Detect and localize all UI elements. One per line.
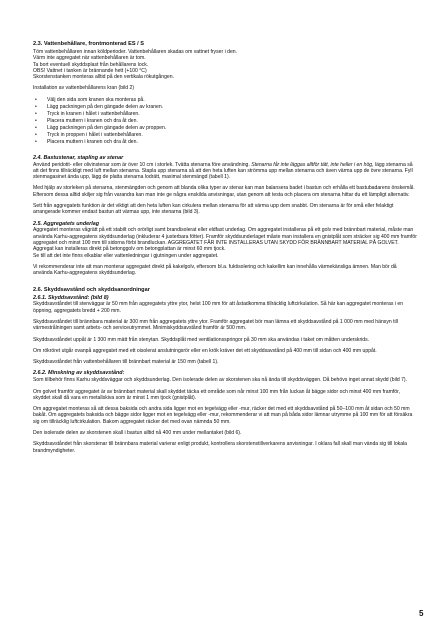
text-run: lägg stenarna så att det finns tillräckligt med luft mellan stenarna. Stapla upp stenarna så att den heta luften kan strömma upp mellan stenarna och även värma upp de övre stenarna. Fyll stenmagasinet ända upp, lägg de platta stenarna lodrätt, maximal stenmängd (tabell 1).	[33, 161, 413, 181]
paragraph: Om aggregatet monteras så att dessa baksida och andra sida ligger mot en tegelvägg eller -mur, räcker det med ett skyddsavstånd på 50–100 mm åt sidan och 50 mm bakåt. Om aggregatets baksida och bägge sidor ligger mot en tegelvägg eller -mur, rekommenderar vi att man på båda sidor lämnar utrymme på 100 mm för att försäkra sig om tillräcklig luftcirkulation. Bakom aggregatet räcker det med ovan nämnda 50 mm.	[33, 406, 413, 425]
paragraph: Som tillbehör finns Karhu skyddsväggar och skyddsunderlag. Den isolerade delen av skorstenen ska nå ända till skyddsväggen. Då behövs inget annat skydd (bild 7).	[33, 377, 408, 384]
paragraph: Aggregatet monteras vågrätt på ett stabilt och orörligt samt brandisolerat eller eldfast underlag. Om aggregatet installeras på ett golv med brännbart material, måste man använda Karhu-aggregatens skyddsunderlag (inkluderar 4 justerbara fötter). Framför skyddsunderlaget måste man installera en gnistplåt som sträcker sig 400 mm framför aggregatet och minst 100 mm till sidorna förbi brandluckan. AGGREGATET FÅR INTE INSTALLERAS UTAN SKYDD FÖR BRÄNNBART MATERIAL PÅ GOLVET.	[33, 227, 417, 247]
section-heading-2-5: 2.5. Aggregatets underlag	[33, 220, 100, 227]
paragraph: Se till att det inte finns elkablar eller vattenledningar i gjutningen under aggregatet.	[33, 252, 219, 259]
subsection-heading-2-6-2: 2.6.2. Minskning av skyddsavstånd:	[33, 370, 125, 377]
list-item: • Välj den sida som kranen ska monteras på.	[47, 97, 417, 104]
text-line: Ta bort eventuell skyddsplast från behållarens lock.	[33, 61, 149, 68]
paragraph: Vi rekommenderar inte att man monterar aggregatet direkt på kakelgolv, eftersom bl.a. fuktisolering och kakellim kan innehålla värmekänsliga ämnen. Man bör då använda Karhu-aggregatens skyddsunderlag.	[33, 263, 397, 277]
list-item: • Lägg packningen på den gängade delen av kranen.	[47, 104, 417, 111]
text-line: Skorstenstanken monteras alltid på den vertikala rökutgången.	[33, 74, 175, 81]
paragraph: Sett från aggregatets funktion är det viktigt att den heta luften kan cirkulera mellan stenarna för att värma upp dem snabbt. Om stenarna är för små eller felaktigt arrangerade kommer endast bastun att värmas upp, inte stenarna (bild 3).	[33, 203, 394, 216]
paragraph: Skyddsavståndet från skorstenar till brännbara material varierar enligt produkt, kontrollera skorstenstillverkarens anvisningar. I oklara fall skall man vända sig till lokala brandmyndigheter.	[33, 441, 407, 454]
paragraph: Om rökröret utgår ovanpå aggregatet med ett oisolerat anslutningsrör eller en krök kräver det ett skyddsavstånd på 400 mm till sidan och 400 mm uppåt.	[33, 347, 377, 354]
text-line: Töm vattenbehållaren innan köldperioder. Vattenbehållaren skadas om vattnet fryser i den.	[33, 49, 238, 55]
text-line: OBS! Vattnet i tanken är brännande hett (+100 °C)	[33, 67, 147, 74]
paragraph: Skyddsavståndet till stenväggar är 50 mm från aggregatets yttre ytor, helst 100 mm för att åstadkomma tillräcklig luftcirkulation. Så här kan aggregatet monteras i en öppning, aggregatets bredd + 200 mm.	[33, 301, 404, 314]
list-item: • Lägg packningen på den gängade delen av proppen.	[47, 125, 417, 132]
section-heading-2-4: 2.4. Bastustenar, stapling av stenar	[33, 154, 124, 161]
page-number: 5	[419, 609, 424, 618]
paragraph: Skyddsavståndet från vattenbehållaren till brännbart material är 150 mm (tabell 1).	[33, 359, 219, 366]
italic-text-run: Stenarna får inte läggas alltför tätt, inte heller i en hög,	[251, 161, 374, 168]
document-page	[33, 41, 417, 454]
section-heading-2-6: 2.6. Skyddsavstånd och skyddsanordningar	[33, 286, 150, 293]
paragraph: Skyddsavståndet till brännbara material är 300 mm från aggregatets yttre ytor. Framför aggregatet bör man lämna ett skyddsavstånd på 1 000 mm med hänsyn till värmestrålningen samt arbets- och serviceutrymmet. Minimiskyddsavstånd framför är 500 mm.	[33, 318, 398, 332]
section-heading-2-3: 2.3. Vattenbehållare, frontmonterad ES / S	[33, 41, 144, 47]
text-line: Värm inte aggregatet när vattenbehållaren är tom.	[33, 55, 146, 62]
list-item: • Tryck in kranen i hålet i vattenbehållaren.	[47, 111, 417, 118]
paragraph: Aggregat kan installeras direkt på betonggolv om betongplattan är minst 60 mm tjock.	[33, 246, 226, 253]
paragraph	[33, 162, 417, 181]
list-item: • Placera muttern i kranen och dra åt den.	[47, 118, 417, 125]
install-intro: Installation av vattenbehållarens kran (bild 2)	[33, 85, 135, 92]
list-item: • Placera muttern i kranen och dra åt den.	[47, 139, 417, 146]
list-item: • Tryck in proppen i hålet i vattenbehållaren.	[47, 132, 417, 139]
subsection-heading-2-6-1: 2.6.1. Skyddsavstånd: (bild 8)	[33, 294, 109, 301]
paragraph: Om golvet framför aggregatet är av brännbart material skall skyddet täcka ett område som når minst 100 mm från luckan åt bägge sidor och minst 400 mm framför, skyddet skall då vara en metallskiva som är minst 1 mm tjock (gnistplåt).	[33, 388, 400, 401]
install-steps-list	[33, 97, 417, 146]
paragraph: Med hjälp av storleken på stenarna, stenmängden och genom att blanda olika typer av stenar kan man balansera badet i bastun och erhålla ett bastubadarens önskemål. Eftersom dessa alltid skiljer sig från varandra kan man inte ge några enskilda anvisningar, utan genom att testa och placera om stenarna hittar du ett lämpligt alternativ.	[33, 185, 415, 198]
text-run: Använd peridotit- eller olivinstenar som är över 10 cm i storlek. Tvätta stenarna före användning.	[33, 161, 252, 168]
paragraph: Skyddsavståndet uppåt är 1 300 mm mätt från stenytan. Skyddsplåt med ventilationsspringor på 30 mm ska användas i taket om måtten underskrids.	[33, 336, 370, 343]
paragraph: Den isolerade delen av skorstenen skall i bastun alltid nå 400 mm under mellantaket (bild 6).	[33, 429, 242, 436]
